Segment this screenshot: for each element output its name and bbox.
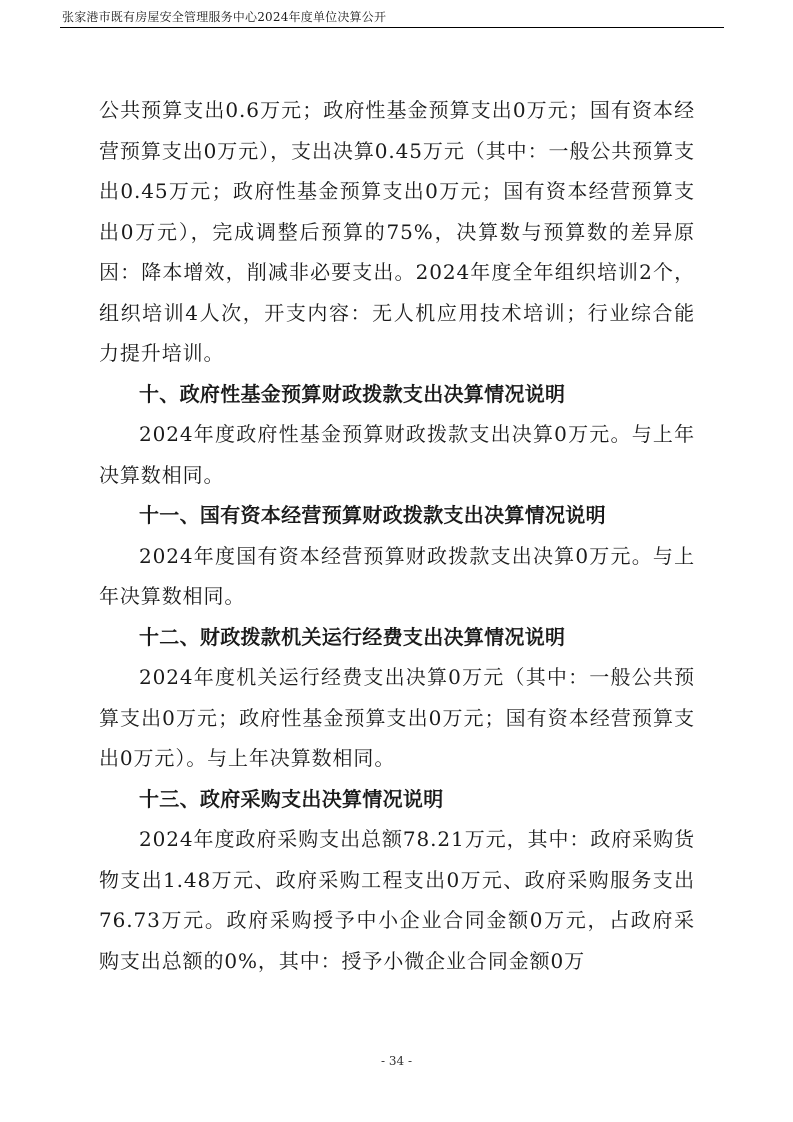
paragraph-section-12: 2024年度机关运行经费支出决算0万元（其中：一般公共预算支出0万元；政府性基金预算支出0万元；国有资本经营预算支出0万元）。与上年决算数相同。 [99, 665, 695, 770]
paragraph-section-10: 2024年度政府性基金预算财政拨款支出决算0万元。与上年决算数相同。 [99, 422, 695, 487]
paragraph-section-13: 2024年度政府采购支出总额78.21万元，其中：政府采购货物支出1.48万元、政府采购工程支出0万元、政府采购服务支出76.73万元。政府采购授予中小企业合同金额0万元，占政府采购支出总额的0%，其中：授予小微企业合同金额0万 [99, 827, 695, 973]
document-body [99, 90, 695, 981]
section-heading-13: 十三、政府采购支出决算情况说明 [139, 786, 444, 811]
section-heading-12: 十二、财政拨款机关运行经费支出决算情况说明 [139, 624, 566, 649]
section-heading-10: 十、政府性基金预算财政拨款支出决算情况说明 [139, 381, 566, 406]
page-number: - 34 - [380, 1054, 412, 1068]
section-heading-11: 十一、国有资本经营预算财政拨款支出决算情况说明 [139, 503, 606, 527]
paragraph-training-expense: 公共预算支出0.6万元；政府性基金预算支出0万元；国有资本经营预算支出0万元），支出决算0.45万元（其中：一般公共预算支出0.45万元；政府性基金预算支出0万元；国有资本经营预算支出0万元），完成调整后预算的75%，决算数与预算数的差异原因：降本增效，削减非必要支出。2024年度全年组织培训2个，组织培训4人次，开支内容：无人机应用技术培训；行业综合能力提升培训。 [99, 98, 695, 365]
header-divider [60, 27, 724, 28]
header-title: 张家港市既有房屋安全管理服务中心2024年度单位决算公开 [62, 10, 387, 24]
paragraph-section-11: 2024年度国有资本经营预算财政拨款支出决算0万元。与上年决算数相同。 [99, 543, 695, 608]
